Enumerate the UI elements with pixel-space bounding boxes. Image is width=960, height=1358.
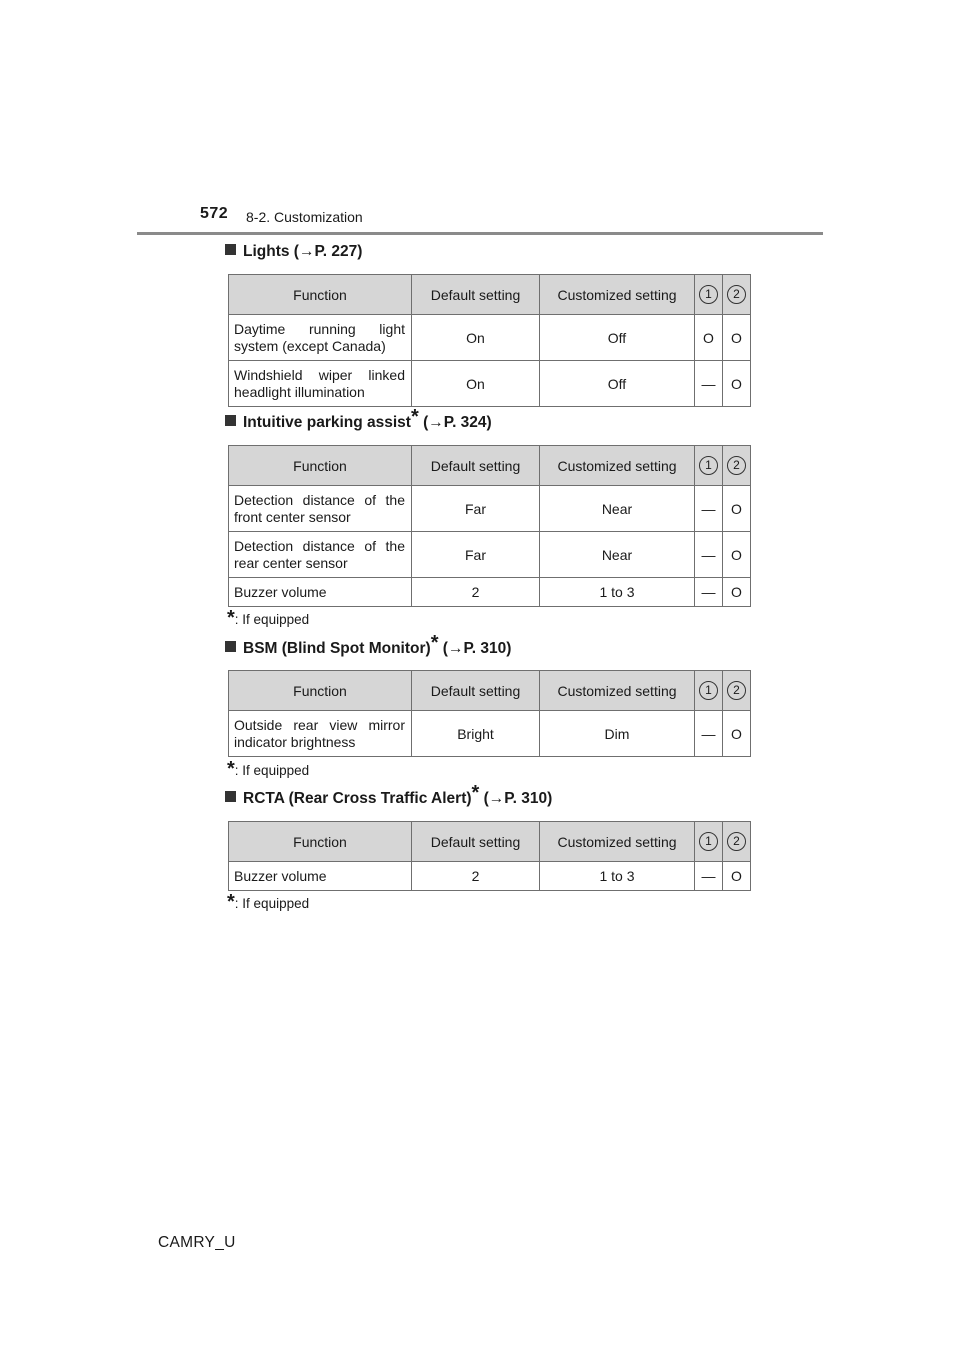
lights-title: Lights (→P. 227) [243,243,363,260]
parking-table [228,445,751,607]
customized-cell: 1 to 3 [540,862,695,891]
col1-cell: — [695,862,723,891]
col1-cell: — [695,532,723,578]
table-header-row [229,275,751,315]
col1-cell: O [695,315,723,361]
function-cell: Detection distance of the rear center sensor [229,532,412,578]
rcta-heading [225,782,553,808]
table-row [229,486,751,532]
customized-cell: Off [540,361,695,407]
function-cell: Daytime running light system (except Canada) [229,315,412,361]
asterisk-icon: * [227,607,235,629]
circled-one-icon: 1 [699,285,718,304]
default-cell: 2 [412,862,540,891]
section-label: 8-2. Customization [246,209,363,225]
asterisk-icon: * [227,758,235,780]
customized-cell: Near [540,486,695,532]
parking-footnote [227,607,310,629]
circled-two-icon: 2 [727,456,746,475]
rcta-ref: (→P. 310) [479,790,553,807]
col1-header [695,275,723,315]
col1-cell: — [695,361,723,407]
default-header: Default setting [412,446,540,486]
function-header: Function [229,822,412,862]
default-cell: Far [412,486,540,532]
col1-header [695,822,723,862]
function-header: Function [229,446,412,486]
customized-cell: Dim [540,711,695,757]
rcta-title: RCTA (Rear Cross Traffic Alert) [243,790,472,807]
rcta-table [228,821,751,891]
asterisk-icon: * [430,632,439,654]
function-cell: Outside rear view mirror indicator brightness [229,711,412,757]
table-row [229,532,751,578]
function-cell: Detection distance of the front center sensor [229,486,412,532]
function-header: Function [229,671,412,711]
table-row [229,711,751,757]
asterisk-icon: * [471,782,480,804]
square-bullet-icon [225,415,236,426]
circled-two-icon: 2 [727,285,746,304]
bsm-footnote [227,758,310,780]
col1-header [695,446,723,486]
footnote-text: : If equipped [234,612,310,627]
default-cell: On [412,361,540,407]
circled-one-icon: 1 [699,832,718,851]
model-footer: CAMRY_U [158,1234,236,1251]
col2-cell: O [723,862,751,891]
rcta-footnote [227,891,310,913]
col2-cell: O [723,315,751,361]
function-cell: Windshield wiper linked headlight illumination [229,361,412,407]
default-cell: On [412,315,540,361]
bsm-heading [225,632,512,658]
col1-header [695,671,723,711]
circled-two-icon: 2 [727,681,746,700]
function-cell: Buzzer volume [229,578,412,607]
function-header: Function [229,275,412,315]
table-row [229,862,751,891]
square-bullet-icon [225,791,236,802]
default-header: Default setting [412,671,540,711]
col2-cell: O [723,486,751,532]
square-bullet-icon [225,244,236,255]
table-row [229,315,751,361]
parking-ref: (→P. 324) [418,414,492,431]
col2-header [723,671,751,711]
default-header: Default setting [412,822,540,862]
col2-header [723,275,751,315]
table-header-row [229,446,751,486]
customized-cell: Off [540,315,695,361]
default-cell: Far [412,532,540,578]
col2-cell: O [723,711,751,757]
default-cell: Bright [412,711,540,757]
default-header: Default setting [412,275,540,315]
table-row [229,361,751,407]
circled-two-icon: 2 [727,832,746,851]
footnote-text: : If equipped [234,763,310,778]
table-row [229,578,751,607]
col2-cell: O [723,578,751,607]
circled-one-icon: 1 [699,681,718,700]
customized-header: Customized setting [540,822,695,862]
parking-heading [225,406,492,432]
customized-cell: Near [540,532,695,578]
bsm-title: BSM (Blind Spot Monitor) [243,640,431,657]
col1-cell: — [695,486,723,532]
col1-cell: — [695,711,723,757]
square-bullet-icon [225,641,236,652]
bsm-table [228,670,751,757]
default-cell: 2 [412,578,540,607]
col2-header [723,822,751,862]
customized-cell: 1 to 3 [540,578,695,607]
lights-table [228,274,751,407]
col2-cell: O [723,532,751,578]
col2-cell: O [723,361,751,407]
lights-heading [225,243,362,261]
parking-title: Intuitive parking assist [243,414,411,431]
function-cell: Buzzer volume [229,862,412,891]
asterisk-icon: * [410,406,419,428]
bsm-ref: (→P. 310) [438,640,512,657]
page-number: 572 [200,205,229,222]
table-header-row [229,671,751,711]
header-divider [137,232,823,235]
circled-one-icon: 1 [699,456,718,475]
asterisk-icon: * [227,891,235,913]
col2-header [723,446,751,486]
col1-cell: — [695,578,723,607]
table-header-row [229,822,751,862]
customized-header: Customized setting [540,671,695,711]
customized-header: Customized setting [540,446,695,486]
footnote-text: : If equipped [234,896,310,911]
customized-header: Customized setting [540,275,695,315]
